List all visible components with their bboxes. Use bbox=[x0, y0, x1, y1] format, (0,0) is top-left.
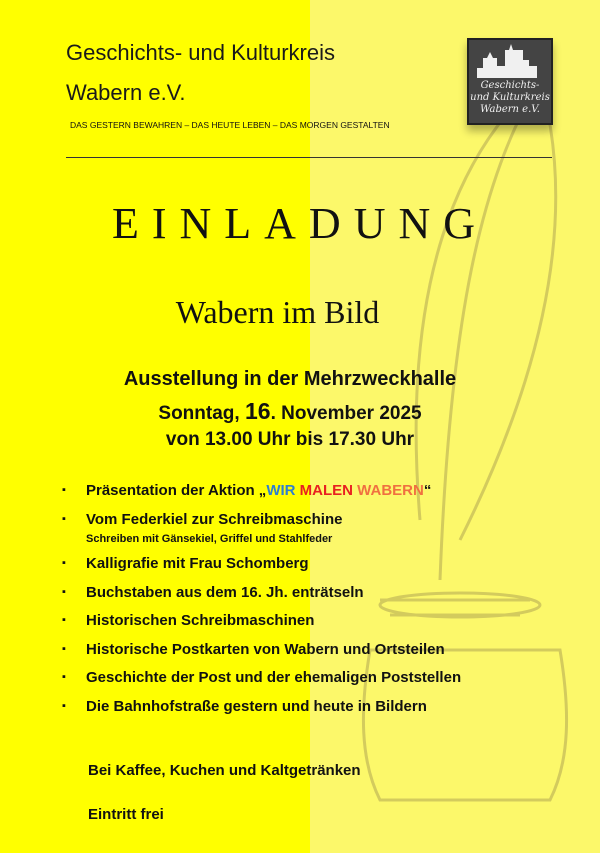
org-name-line2: Wabern e.V. bbox=[66, 80, 186, 105]
event-location: Ausstellung in der Mehrzweckhalle bbox=[123, 368, 457, 390]
date-rest: . November 2025 bbox=[270, 403, 422, 424]
list-item: ▪ Geschichte der Post und der ehemaligen Poststellen bbox=[62, 669, 462, 686]
list-subitem: Schreiben mit Gänsekiel, Griffel und Stahlfeder bbox=[86, 533, 333, 545]
item-text: Historischen Schreibmaschinen bbox=[86, 612, 315, 629]
event-time: von 13.00 Uhr bis 17.30 Uhr bbox=[165, 429, 415, 450]
logo bbox=[467, 38, 553, 125]
page-title: EINLADUNG bbox=[111, 199, 489, 248]
item-text: Geschichte der Post und der ehemaligen Poststellen bbox=[86, 669, 462, 686]
item-text: “ bbox=[423, 482, 432, 499]
list-item: ▪ Präsentation der Aktion „WIR MALEN WABERN“ bbox=[62, 482, 432, 499]
malen-word: MALEN bbox=[299, 482, 353, 499]
list-item: ▪ Historische Postkarten von Wabern und Ortsteilen bbox=[62, 640, 445, 658]
refreshments-note: Bei Kaffee, Kuchen und Kaltgetränken bbox=[88, 762, 361, 779]
list-item: ▪ Die Bahnhofstraße gestern und heute in Bildern bbox=[62, 697, 427, 715]
item-text: Vom Federkiel zur Schreibmaschine bbox=[86, 510, 343, 528]
list-item: ▪ Historischen Schreibmaschinen bbox=[62, 612, 315, 629]
wir-word: WIR bbox=[266, 482, 296, 499]
list-item: ▪ Kalligrafie mit Frau Schomberg bbox=[62, 555, 309, 572]
logo-text: Geschichts- bbox=[480, 80, 540, 91]
date-prefix: Sonntag, bbox=[158, 403, 245, 424]
logo-text: und Kulturkreis bbox=[470, 92, 550, 103]
item-text: Historische Postkarten von Wabern und Ortsteilen bbox=[86, 640, 445, 658]
org-name-line1: Geschichts- und Kulturkreis bbox=[66, 40, 335, 65]
program-list bbox=[62, 482, 461, 726]
entry-note: Eintritt frei bbox=[88, 806, 164, 823]
castle-icon bbox=[477, 44, 543, 78]
item-text: Die Bahnhofstraße gestern und heute in Bildern bbox=[86, 697, 427, 715]
wabern-word: WABERN bbox=[357, 482, 424, 499]
item-text: Buchstaben aus dem 16. Jh. enträtseln bbox=[86, 583, 364, 601]
tagline: DAS GESTERN BEWAHREN – DAS HEUTE LEBEN – DAS MORGEN GESTALTEN bbox=[70, 120, 390, 130]
item-text: Kalligrafie mit Frau Schomberg bbox=[86, 555, 309, 572]
event-date bbox=[0, 398, 580, 425]
list-item: ▪ Buchstaben aus dem 16. Jh. enträtseln bbox=[62, 583, 364, 601]
date-day: 16 bbox=[244, 398, 271, 424]
logo-text: Wabern e.V. bbox=[480, 104, 540, 115]
subtitle: Wabern im Bild bbox=[175, 294, 380, 330]
item-text: Präsentation der Aktion „ bbox=[86, 482, 267, 499]
list-item: ▪ Vom Federkiel zur Schreibmaschine bbox=[62, 510, 343, 528]
divider bbox=[66, 157, 552, 158]
